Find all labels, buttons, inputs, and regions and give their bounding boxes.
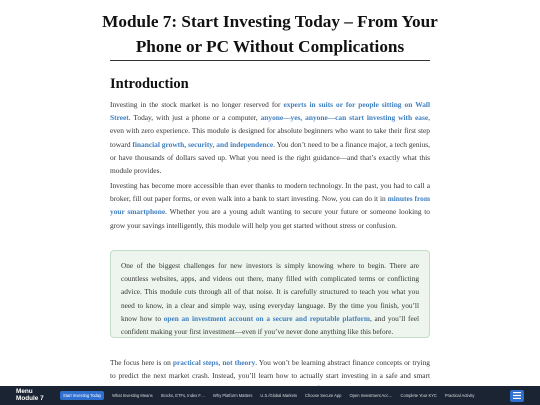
section-heading: Introduction [110,76,189,92]
menu-toggle-button[interactable] [510,390,524,402]
tab-complete-kyc[interactable]: Complete Your KYC [400,393,437,398]
highlight-text: anyone—yes, anyone—can start investing with ease [260,113,429,123]
title-divider [110,60,430,61]
intro-paragraph-1 [110,98,430,177]
highlight-text: open an investment account on a secure and reputable platform [163,313,370,323]
text-span: , even with zero experience. This module is designed for absolute beginners who want to take their first step toward [110,113,430,149]
text-span: One of the biggest challenges for new investors is simply knowing where to begin. There are countless websites, apps, and videos out there, many filled with complicated terms or conflicting advice. This module cuts through all of that noise. It is carefully structured to teach you what you need to know, in a clear and simple way, using everyday language. By the time you finish, you’ll know how to [121,261,419,323]
text-span: . You don’t need to be a finance major, a tech genius, or have thousands of dollars saved up. What you need is the right guidance—and that’s exactly what this module provides. [110,139,431,176]
tab-us-global-markets[interactable]: U.S./Global Markets [260,393,298,398]
tab-choose-secure-app[interactable]: Choose Secure App [305,393,342,398]
text-span: Investing has become more accessible than ever thanks to modern technology. In the past, you had to call a broker, fill out paper forms, or even walk into a bank to start investing. Now, you can do it in [110,181,430,204]
page-title: Module 7: Start Investing Today – From Your Phone or PC Without Complications [102,12,438,56]
tab-start-investing-today[interactable]: Start Investing Today [60,391,104,400]
module-bottom-nav [0,386,540,405]
module-menu-title: Menu Module 7 [16,387,44,402]
text-span: , and you’ll feel confident making your first investment—even if you’ve never done anything like this before. [121,313,419,337]
tab-why-platform-matters[interactable]: Why Platform Matters [213,393,253,398]
text-span: . Today, with just a phone or a computer, [128,113,261,123]
tab-practical-activity[interactable]: Practical Activity [444,393,475,398]
text-span: Investing in the stock market is no longer reserved for [110,100,284,109]
highlight-text: experts in suits or for people sitting on Wall Street [110,100,430,123]
text-span: . You won’t be learning abstract finance concepts or trying to predict the next market crash. Instead, you’ll learn how to actually start investing in a safe and smart [110,358,430,381]
module-tabs [60,391,510,400]
text-span: . Whether you are a young adult wanting to secure your future or someone looking to grow your savings intelligently, this module will help you get started without stress or confusion. [110,207,430,230]
hamburger-icon [513,392,521,399]
text-span: The focus here is on [110,358,173,367]
tab-what-investing-means[interactable]: What Investing Means [112,393,153,398]
highlight-text: practical steps, not theory [172,358,256,367]
highlight-text: financial growth, security, and independence [132,139,274,149]
highlight-text: minutes from your smartphone [110,194,430,217]
callout-box [110,250,430,338]
tab-stocks-etfs-index[interactable]: Stocks, ETFs, Index F… [160,393,206,398]
intro-paragraph-2 [110,179,430,232]
tab-open-investment-account[interactable]: Open Investment Acc… [349,393,393,398]
